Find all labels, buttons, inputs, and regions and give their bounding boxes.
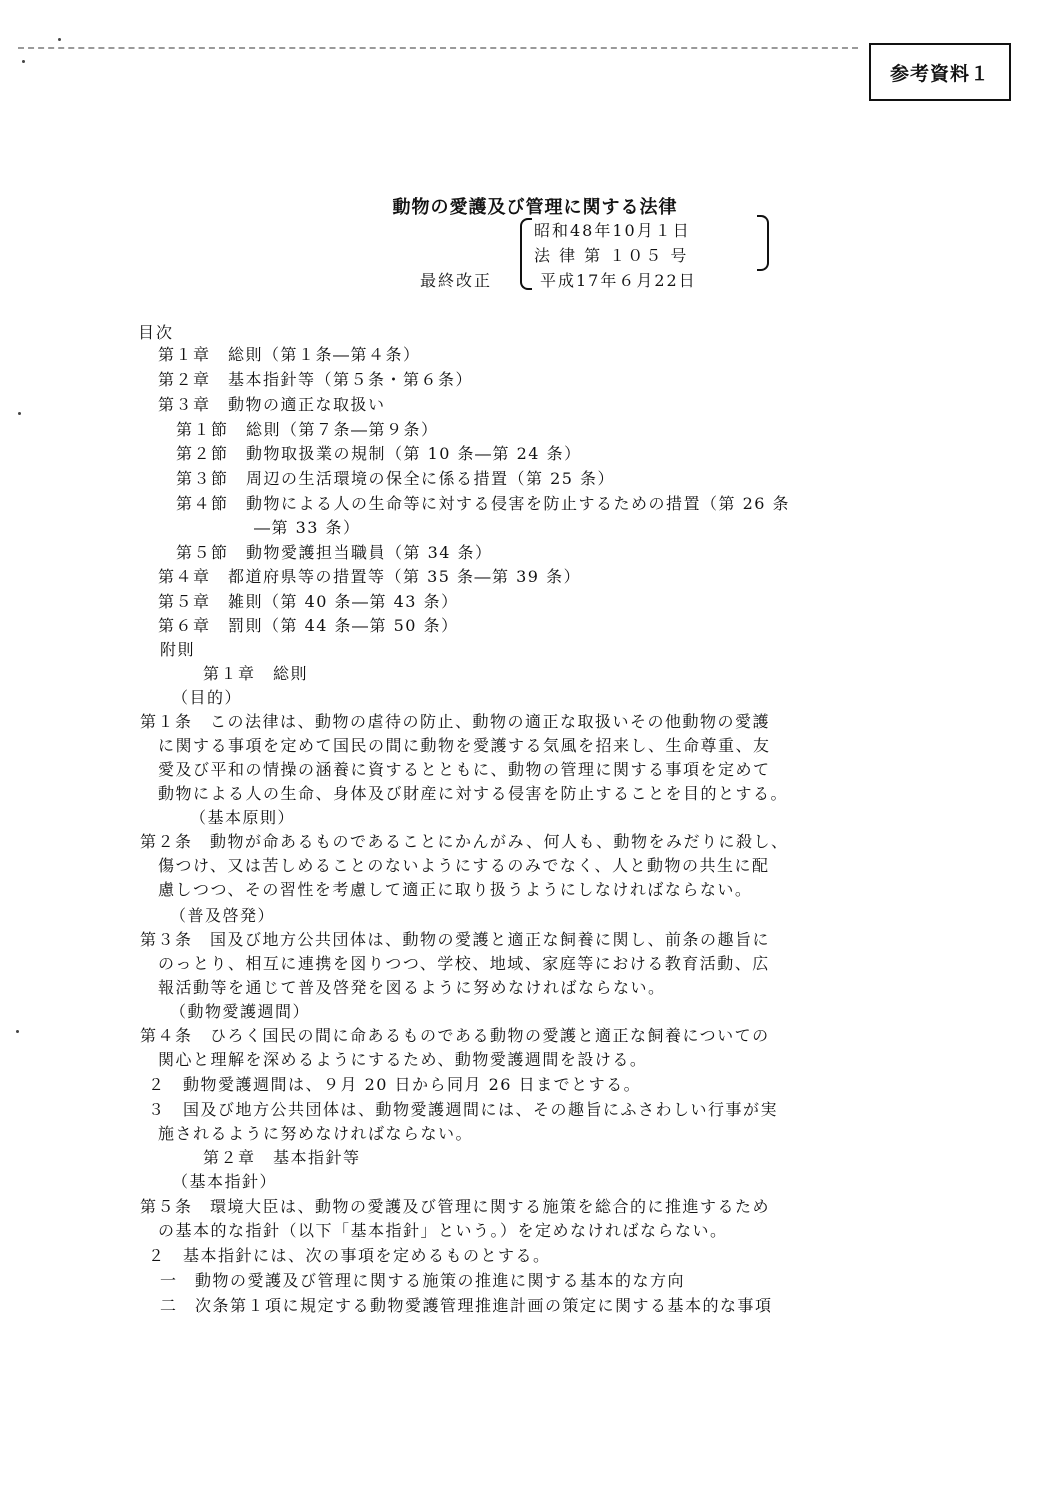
article-caption: （目的） xyxy=(172,688,243,707)
article-text: 愛及び平和の情操の涵養に資するとともに、動物の管理に関する事項を定めて xyxy=(158,760,771,779)
toc-entry: 第３節 周辺の生活環境の保全に係る措置（第 25 条） xyxy=(176,469,616,488)
toc-entry: 第５章 雑則（第 40 条―第 43 条） xyxy=(158,592,459,611)
law-title: 動物の愛護及び管理に関する法律 xyxy=(392,197,678,218)
article-text: 動物による人の生命、身体及び財産に対する侵害を防止することを目的とする。 xyxy=(158,784,789,803)
article-item: 二 次条第１項に規定する動物愛護管理推進計画の策定に関する基本的な事項 xyxy=(160,1296,773,1315)
last-amended-label: 最終改正 xyxy=(420,271,493,290)
scan-top-dashed-line xyxy=(18,47,858,49)
article-text: ３ 国及び地方公共団体は、動物愛護週間には、その趣旨にふさわしい行事が実 xyxy=(148,1100,779,1119)
toc-entry: 第２節 動物取扱業の規制（第 10 条―第 24 条） xyxy=(176,444,582,463)
article-item: 一 動物の愛護及び管理に関する施策の推進に関する基本的な方向 xyxy=(160,1271,686,1290)
toc-entry: 第１章 総則（第１条―第４条） xyxy=(158,345,421,364)
article-text: 第１条 この法律は、動物の虐待の防止、動物の適正な取扱いその他動物の愛護 xyxy=(140,712,771,731)
scan-speck xyxy=(22,60,25,63)
article-text: 第２条 動物が命あるものであることにかんがみ、何人も、動物をみだりに殺し、 xyxy=(140,832,789,851)
article-text: に関する事項を定めて国民の間に動物を愛護する気風を招来し、生命尊重、友 xyxy=(158,736,771,755)
toc-entry: 第４章 都道府県等の措置等（第 35 条―第 39 条） xyxy=(158,567,582,586)
article-text: 関心と理解を深めるようにするため、動物愛護週間を設ける。 xyxy=(158,1050,648,1069)
toc-entry: ―第 33 条） xyxy=(254,518,361,537)
article-text: 慮しつつ、その習性を考慮して適正に取り扱うようにしなければならない。 xyxy=(158,880,753,899)
article-text: 第３条 国及び地方公共団体は、動物の愛護と適正な飼養に関し、前条の趣旨に xyxy=(140,930,771,949)
left-bracket xyxy=(520,218,532,290)
toc-entry: 第４節 動物による人の生命等に対する侵害を防止するための措置（第 26 条 xyxy=(176,494,791,513)
toc-entry: 第５節 動物愛護担当職員（第 34 条） xyxy=(176,543,493,562)
article-caption: （普及啓発） xyxy=(170,906,276,925)
article-text: 第４条 ひろく国民の間に命あるものである動物の愛護と適正な飼養についての xyxy=(140,1026,770,1045)
law-number: 法 律 第 １０５ 号 xyxy=(534,246,689,265)
toc-entry: 第６章 罰則（第 44 条―第 50 条） xyxy=(158,616,459,635)
right-bracket xyxy=(757,215,769,271)
chapter-heading: 第２章 基本指針等 xyxy=(203,1148,361,1167)
article-caption: （基本指針） xyxy=(172,1172,278,1191)
toc-entry: 附則 xyxy=(160,640,196,659)
article-text: 施されるように努めなければならない。 xyxy=(158,1124,474,1143)
law-enacted-date: 昭和48年10月１日 xyxy=(534,221,691,240)
reference-material-label: 参考資料１ xyxy=(869,43,1011,101)
article-text: 報活動等を通じて普及啓発を図るように努めなければならない。 xyxy=(158,978,666,997)
article-text: のっとり、相互に連携を図りつつ、学校、地域、家庭等における教育活動、広 xyxy=(158,954,770,973)
article-caption: （動物愛護週間） xyxy=(170,1002,311,1021)
last-amended-date: 平成17年６月22日 xyxy=(540,271,697,290)
article-text: ２ 基本指針には、次の事項を定めるものとする。 xyxy=(148,1246,551,1265)
article-text: ２ 動物愛護週間は、９月 20 日から同月 26 日までとする。 xyxy=(148,1075,642,1094)
scan-speck xyxy=(16,1030,19,1033)
article-text: 傷つけ、又は苦しめることのないようにするのみでなく、人と動物の共生に配 xyxy=(158,856,770,875)
scan-speck xyxy=(58,38,61,41)
article-text: の基本的な指針（以下「基本指針」という。）を定めなければならない。 xyxy=(158,1221,728,1240)
article-caption: （基本原則） xyxy=(190,808,296,827)
toc-entry: 第１節 総則（第７条―第９条） xyxy=(176,420,439,439)
toc-entry: 第２章 基本指針等（第５条・第６条） xyxy=(158,370,474,389)
toc-entry: 第３章 動物の適正な取扱い xyxy=(158,395,386,414)
chapter-heading: 第１章 総則 xyxy=(203,664,309,683)
article-text: 第５条 環境大臣は、動物の愛護及び管理に関する施策を総合的に推進するため xyxy=(140,1197,771,1216)
toc-heading: 目次 xyxy=(138,323,175,342)
scan-speck xyxy=(18,412,21,415)
